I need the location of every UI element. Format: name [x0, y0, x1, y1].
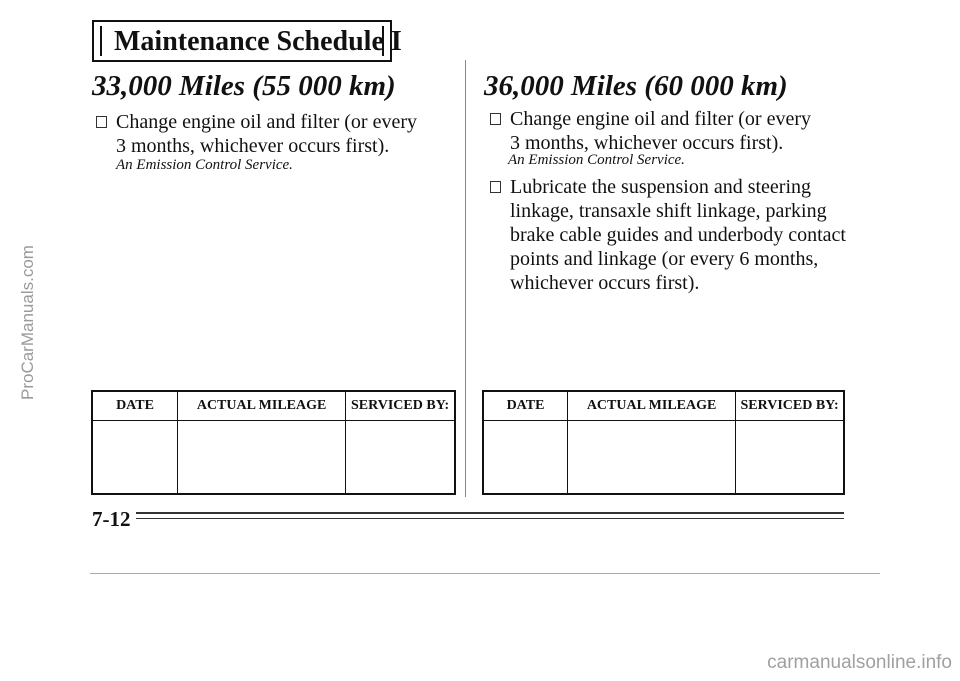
right-item-2-text: Lubricate the suspension and steering linkage, transaxle shift linkage, parking brake cable guides and underbody contact points and linkage (or every 6 months, whichever occurs first). [510, 176, 846, 294]
page-bottom-line [90, 573, 880, 574]
header-actual-mileage: ACTUAL MILEAGE [568, 391, 736, 421]
date-cell[interactable] [92, 421, 178, 495]
checkbox-icon[interactable] [96, 116, 107, 128]
checkbox-icon[interactable] [490, 181, 501, 193]
serviced-by-cell[interactable] [346, 421, 455, 495]
header-date: DATE [92, 391, 178, 421]
page-number: 7-12 [92, 507, 131, 531]
mileage-cell[interactable] [568, 421, 736, 495]
right-item-1 [490, 107, 820, 155]
page-title: Maintenance Schedule I [114, 26, 402, 57]
right-service-record-table [482, 390, 845, 495]
header-date: DATE [483, 391, 568, 421]
header-serviced-by: SERVICED BY: [736, 391, 844, 421]
left-item-1-text: Change engine oil and filter (or every 3 months, whichever occurs first). [116, 111, 417, 157]
header-actual-mileage: ACTUAL MILEAGE [178, 391, 346, 421]
checkbox-icon[interactable] [490, 113, 501, 125]
side-watermark: ProCarManuals.com [18, 245, 37, 400]
right-interval-title: 36,000 Miles (60 000 km) [484, 70, 788, 102]
date-cell[interactable] [483, 421, 568, 495]
header-serviced-by: SERVICED BY: [346, 391, 455, 421]
left-service-record-table [91, 390, 456, 495]
left-interval-title: 33,000 Miles (55 000 km) [92, 70, 396, 102]
serviced-by-cell[interactable] [736, 421, 844, 495]
right-item-1-text: Change engine oil and filter (or every 3 months, whichever occurs first). [510, 108, 811, 154]
section-header-box [92, 20, 402, 62]
mileage-cell[interactable] [178, 421, 346, 495]
bottom-watermark: carmanualsonline.info [767, 652, 952, 673]
footer-rule [136, 512, 844, 519]
left-item-1 [96, 110, 426, 158]
column-divider [465, 60, 466, 497]
right-item-2 [490, 175, 850, 295]
right-item-1-note: An Emission Control Service. [508, 152, 685, 168]
left-item-1-note: An Emission Control Service. [116, 157, 293, 173]
